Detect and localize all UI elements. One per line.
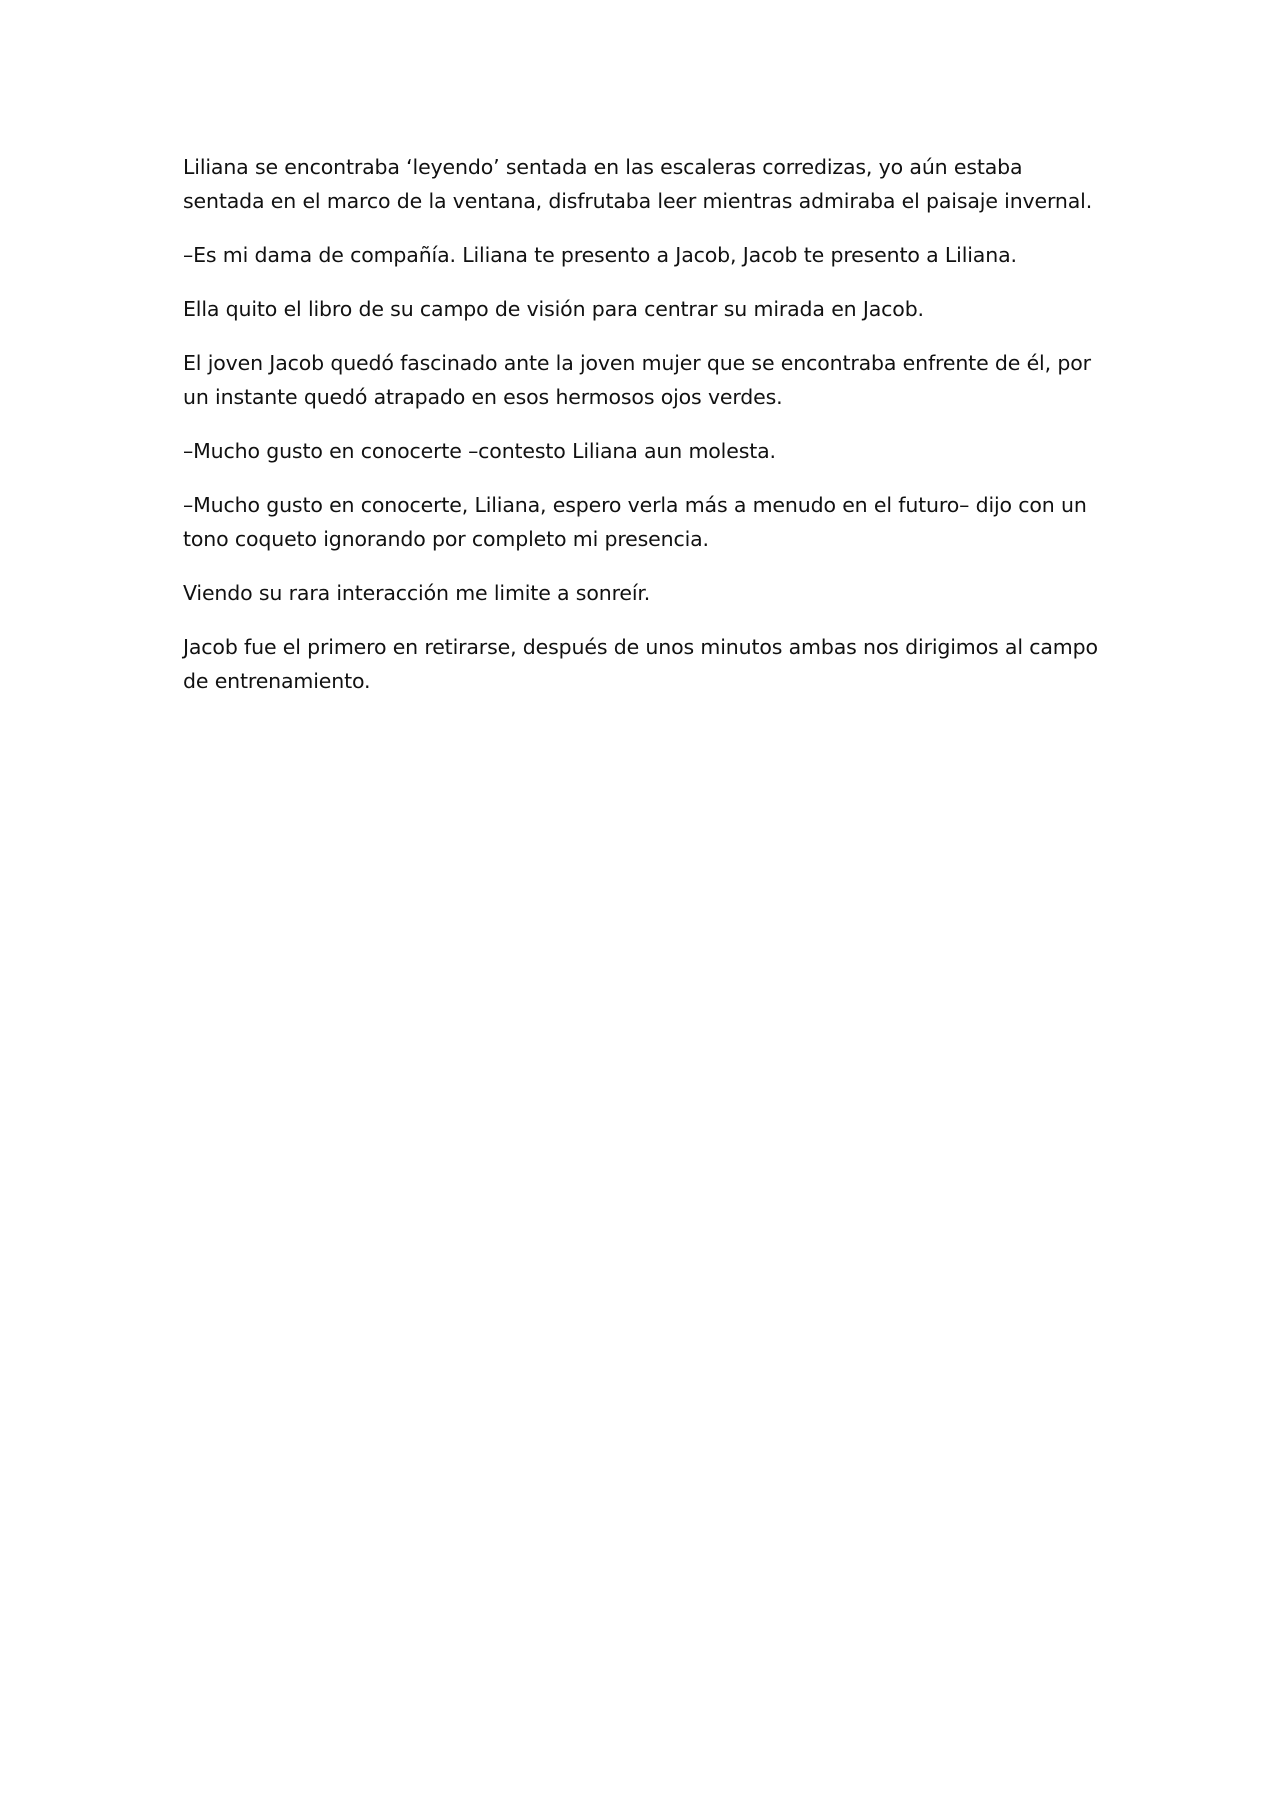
paragraph-5: –Mucho gusto en conocerte –contesto Liliana aun molesta. bbox=[183, 439, 776, 463]
paragraph-4: El joven Jacob quedó fascinado ante la joven mujer que se encontraba enfrente de él, por un instante quedó atrapado en esos hermosos ojos verdes. bbox=[183, 351, 1091, 409]
paragraph-6: –Mucho gusto en conocerte, Liliana, espero verla más a menudo en el futuro– dijo con un tono coqueto ignorando por completo mi presencia. bbox=[183, 493, 1087, 551]
paragraph-1: Liliana se encontraba ‘leyendo’ sentada en las escaleras corredizas, yo aún estaba sentada en el marco de la ventana, disfrutaba leer mientras admiraba el paisaje invernal. bbox=[183, 155, 1093, 213]
paragraph-2: –Es mi dama de compañía. Liliana te presento a Jacob, Jacob te presento a Liliana. bbox=[183, 243, 1017, 267]
document-body bbox=[183, 150, 1103, 718]
paragraph-8: Jacob fue el primero en retirarse, después de unos minutos ambas nos dirigimos al campo de entrenamiento. bbox=[183, 635, 1098, 693]
paragraph-3: Ella quito el libro de su campo de visión para centrar su mirada en Jacob. bbox=[183, 297, 924, 321]
paragraph-7: Viendo su rara interacción me limite a sonreír. bbox=[183, 581, 651, 605]
